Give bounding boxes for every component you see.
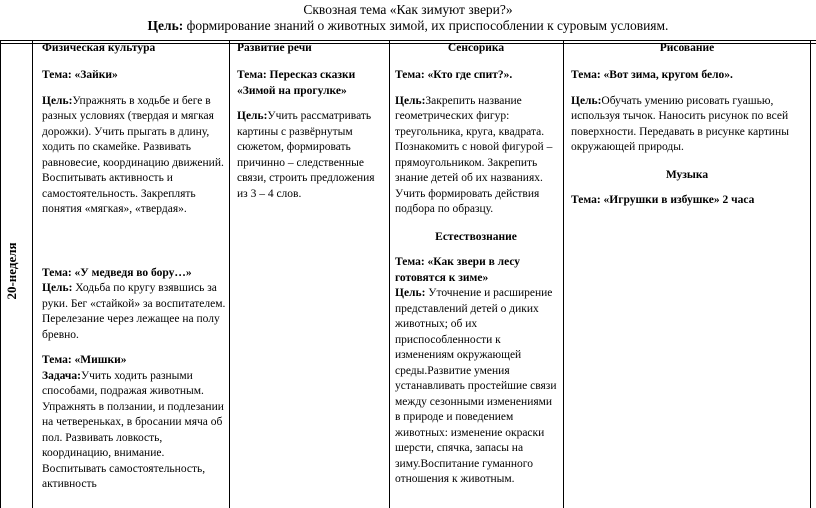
goal-label: Цель: (237, 110, 268, 122)
lesson-block (42, 68, 226, 218)
column-speech-development (237, 41, 385, 202)
goal-text: Упражнять в ходьбе и беге в разных условиях (твердая и мягкая дорожки). Учить прыгать в длину, ходить по скамейке. Развивать равновесие, координацию движений. Воспитывать активность и самостоятельность. Закреплять понятия «мягкая», «твердая». (42, 94, 224, 215)
lesson-theme: Тема: «Кто где спит?». (395, 69, 513, 81)
goal-text: Уточнение и расширение представлений детей о диких животных; об их приспособленности к изменениям окружающей среды.Развитие умения устанавливать простейшие связи между сезонными изменениями в природе и поведением животных: изменение окраски шерсти, спячка, запасы на зиму.Воспитание гуманного отношения к животным. (395, 287, 557, 485)
lesson-goal (395, 94, 557, 218)
cross-cutting-theme: Сквозная тема «Как зимуют звери?» (303, 2, 513, 17)
lesson-theme: Тема: «Игрушки в избушке» 2 часа (571, 194, 755, 206)
table-divider (563, 41, 564, 508)
week-label: 20-неделя (4, 242, 19, 300)
column-sensory (395, 41, 557, 488)
lesson-theme (395, 255, 557, 286)
lesson-block (42, 353, 226, 493)
page-goal-text: формирование знаний о животных зимой, их приспособлении к суровым условиям. (183, 18, 669, 33)
lesson-theme: Тема: «Мишки» (42, 354, 127, 366)
column-physical-education (42, 41, 226, 493)
lesson-goal (395, 286, 557, 488)
goal-text: Учить ходить разными способами, подражая животным. Упражнять в ползании, и подлезании на четвереньках, в бросании мяча об пол. Развивать ловкость, координацию, внимание. Воспитывать самостоятельность, активность (42, 369, 224, 490)
lesson-block (571, 193, 803, 209)
table-border-right (810, 41, 811, 508)
goal-text: Учить рассматривать картины с развёрнутым сюжетом, формировать причинно – следственные связи, строить предложения из 3 – 4 слов. (237, 110, 375, 200)
lesson-theme: Тема: «Вот зима, кругом бело». (571, 69, 733, 81)
lesson-theme: Тема: «Зайки» (42, 69, 118, 81)
page-title (0, 2, 816, 18)
lesson-theme: Тема: Пересказ сказки «Зимой на прогулке» (237, 69, 356, 97)
lesson-block (395, 68, 557, 218)
goal-label: Цель: (42, 282, 73, 294)
lesson-goal (42, 369, 226, 493)
goal-label: Цель: (571, 94, 602, 107)
column-title: Сенсорика (447, 42, 505, 54)
page-goal-label: Цель: (147, 18, 184, 33)
lesson-block (571, 68, 803, 156)
table-border-left (0, 41, 1, 508)
lesson-plan-table (0, 40, 816, 508)
goal-label: Задача: (42, 369, 81, 382)
goal-text: Ходьба по кругу взявшись за руки. Бег «стайкой» за воспитателем. Перелезание через лежащее на полу бревно. (42, 282, 226, 341)
table-divider (389, 41, 390, 508)
page-goal (0, 18, 816, 34)
theme-rest: : «Как звери в лесу готовятся к зиме» (395, 256, 521, 284)
column-drawing (571, 41, 803, 209)
table-divider (229, 41, 230, 508)
goal-text: Закрепить название геометрических фигур: треугольника, круга, квадрата. Познакомить с новой фигурой – прямоугольником. Закрепить знание детей об их названиях. Учить формировать действия подбора по образцу. (395, 94, 553, 215)
column-title: Рисование (659, 42, 715, 54)
goal-label: Цель: (42, 94, 73, 107)
lesson-goal (237, 109, 385, 202)
lesson-goal (42, 94, 226, 218)
theme-word: Тема (395, 256, 421, 268)
goal-label: Цель: (395, 94, 426, 107)
subsection-title: Естествознание (435, 230, 517, 243)
lesson-block (42, 266, 226, 344)
lesson-goal (42, 281, 226, 343)
week-label-cell (2, 221, 22, 321)
column-title: Физическая культура (42, 42, 156, 54)
lesson-block (395, 255, 557, 488)
lesson-theme: Тема: «У медведя во бору…» (42, 266, 192, 279)
lesson-block (237, 68, 385, 202)
goal-label: Цель: (395, 287, 426, 299)
lesson-goal (571, 94, 803, 156)
goal-text: Обучать умению рисовать гуашью, используя тычок. Наносить рисунок по всей поверхности. Передавать в рисунке картины окружающей природы. (571, 94, 789, 153)
subsection-title: Музыка (665, 168, 709, 181)
column-title: Развитие речи (237, 42, 312, 54)
table-divider (32, 41, 33, 508)
